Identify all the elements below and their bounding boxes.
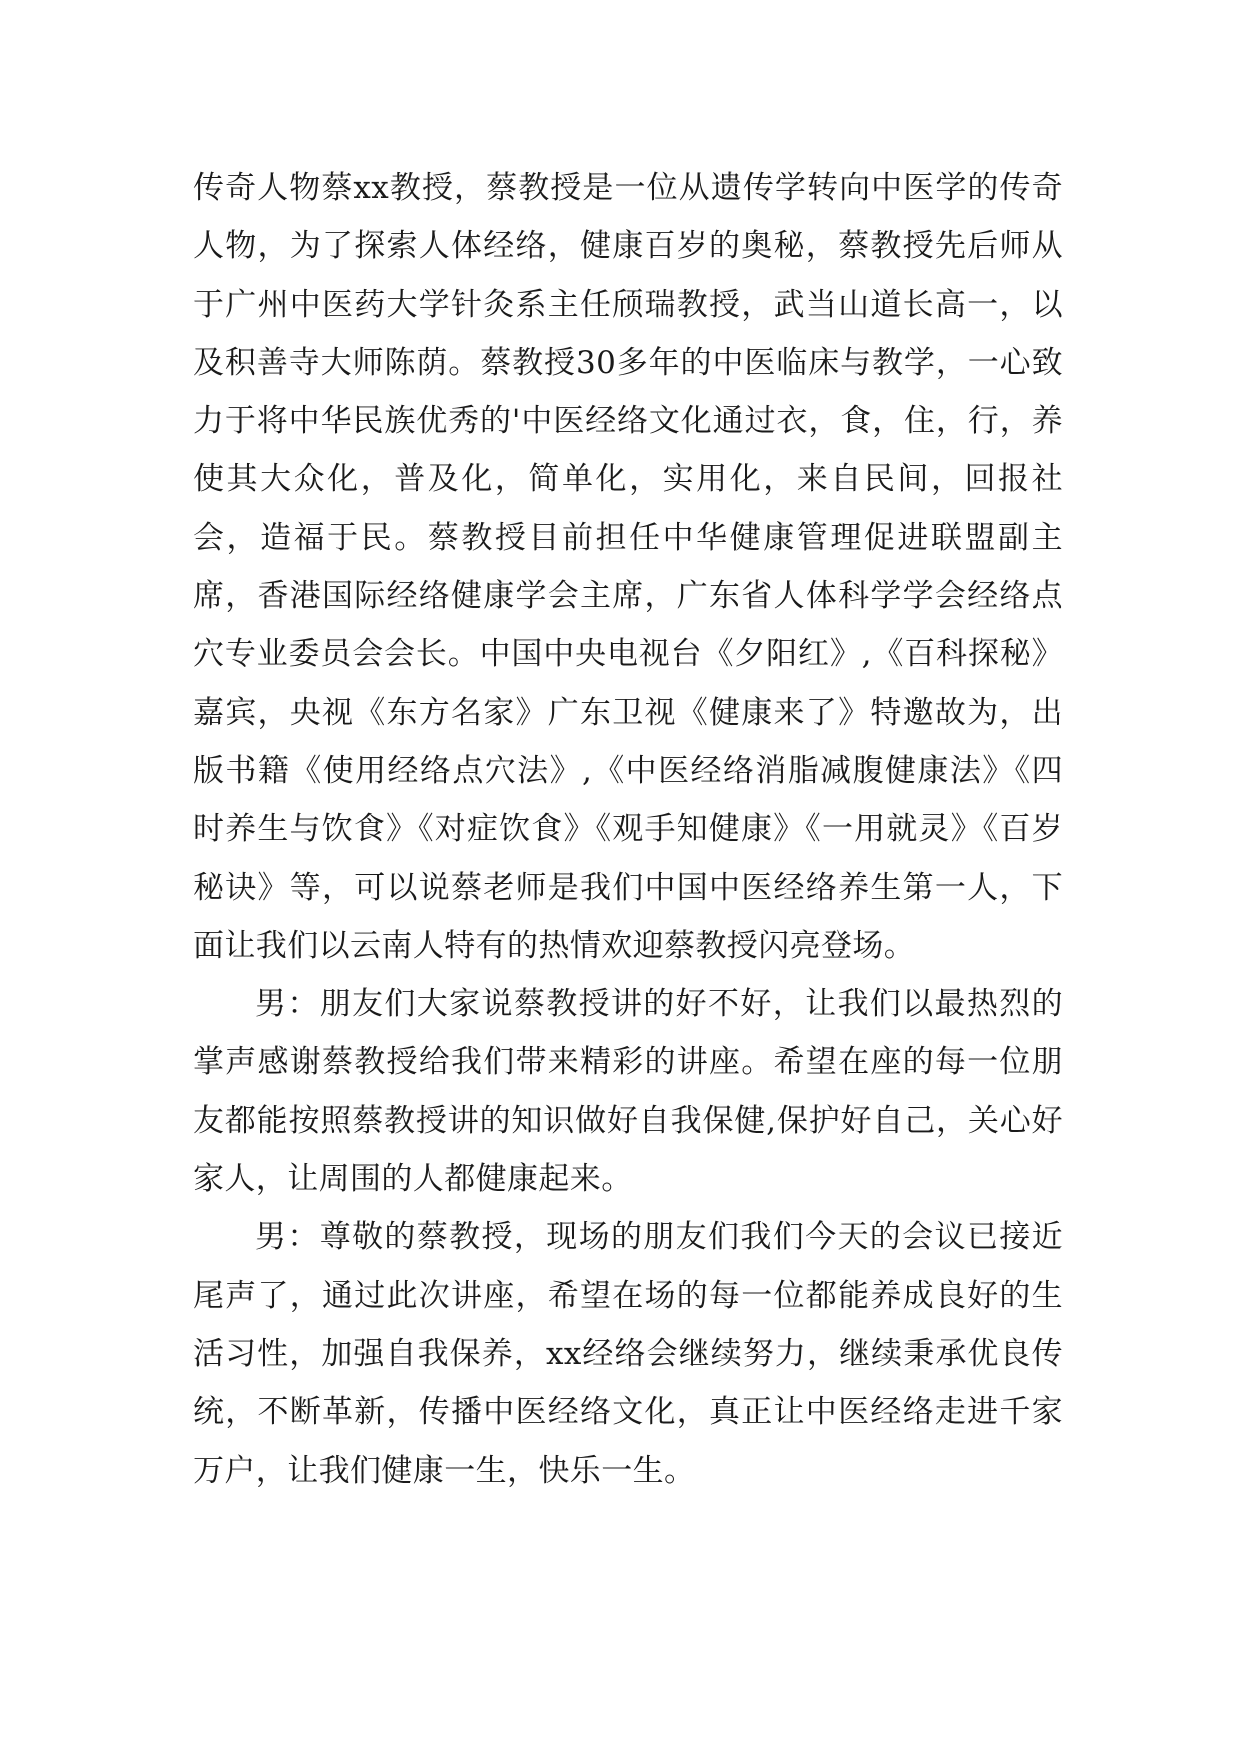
- document-body: [193, 159, 1063, 1500]
- paragraph-lecture-thanks: 男：朋友们大家说蔡教授讲的好不好，让我们以最热烈的掌声感谢蔡教授给我们带来精彩的讲座。希望在座的每一位朋友都能按照蔡教授讲的知识做好自我保健,保护好自己，关心好家人，让周围的人都健康起来。: [193, 986, 1063, 1198]
- paragraph-professor-intro: 传奇人物蔡xx教授，蔡教授是一位从遗传学转向中医学的传奇人物，为了探索人体经络，健康百岁的奥秘，蔡教授先后师从于广州中医药大学针灸系主任颀瑞教授，武当山道长高一，以及积善寺大师陈荫。蔡教授30多年的中医临床与教学，一心致力于将中华民族优秀的'中医经络文化通过衣，食，住，行，养使其大众化，普及化，简单化，实用化，来自民间，回报社会，造福于民。蔡教授目前担任中华健康管理促进联盟副主席，香港国际经络健康学会主席，广东省人体科学学会经络点穴专业委员会会长。中国中央电视台《夕阳红》,《百科探秘》嘉宾，央视《东方名家》广东卫视《健康来了》特邀故为，出版书籍《使用经络点穴法》,《中医经络消脂减腹健康法》《四时养生与饮食》《对症饮食》《观手知健康》《一用就灵》《百岁秘诀》等，可以说蔡老师是我们中国中医经络养生第一人，下面让我们以云南人特有的热情欢迎蔡教授闪亮登场。: [193, 170, 1063, 964]
- paragraph-closing-remarks: 男：尊敬的蔡教授，现场的朋友们我们今天的会议已接近尾声了，通过此次讲座，希望在场的每一位都能养成良好的生活习性，加强自我保养，xx经络会继续努力，继续秉承优良传统，不断革新，传播中医经络文化，真正让中医经络走进千家万户，让我们健康一生，快乐一生。: [193, 1219, 1063, 1489]
